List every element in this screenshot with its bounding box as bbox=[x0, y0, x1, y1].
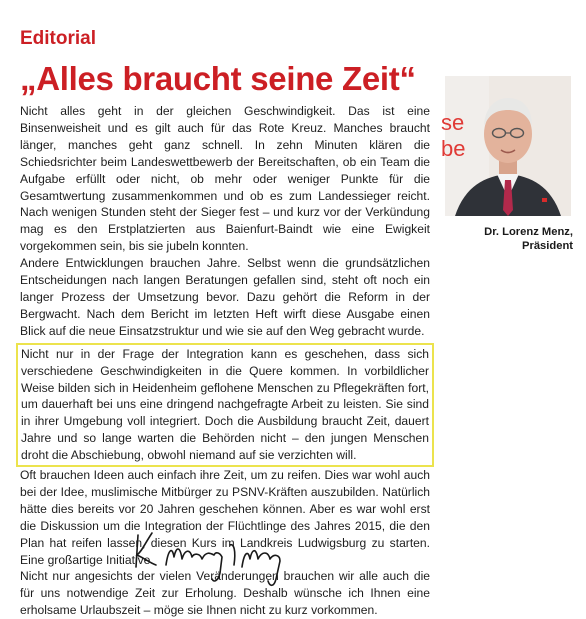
paragraph-5: Nicht nur angesichts der vielen Veränderungen brauchen wir alle auch die für uns notwendige Zeit zur Erholung. Deshalb wünsche ich Ihnen eine erholsame Urlaubszeit – möge sie Ihnen nicht zu kurz vorkommen. bbox=[20, 569, 430, 618]
author-role: Präsident bbox=[522, 240, 573, 252]
author-photo bbox=[441, 76, 571, 216]
svg-text:se: se bbox=[441, 110, 465, 135]
section-label: Editorial bbox=[20, 28, 97, 49]
author-name: Dr. Lorenz Menz, bbox=[484, 226, 573, 238]
headline: „Alles braucht seine Zeit“ bbox=[20, 60, 416, 97]
paragraph-2: Andere Entwicklungen brauchen Jahre. Selbst wenn die grundsätzlichen Entscheidungen nach langen Beratungen gefallen sind, steht oft noch ein langer Prozess der Umsetzung bevor. Dazu gehört die Reform in der Bergwacht. Nach dem Bericht im letzten Heft wirft diese Ausgabe einen Blick auf die neue Einsatzstruktur und wie sie auf den Weg gebracht wurde. bbox=[20, 256, 430, 338]
photo-caption bbox=[445, 225, 573, 253]
highlight-box bbox=[16, 343, 434, 467]
svg-text:be: be bbox=[441, 136, 466, 161]
paragraph-3: Nicht nur in der Frage der Integration kann es geschehen, dass sich verschiedene Geschwindigkeiten in die Quere kommen. In vorbildlicher Weise bilden sich in Heidenheim geflohene Menschen zu Pflegekräften fort, um dauerhaft bei uns eine dringend nachgefragte Arbeit zu leisten. Sie sind in ihrer Umgebung voll integriert. Doch die Ausbildung braucht Zeit, dauert Jahre und so lange warten die Behörden nicht – den jungen Menschen droht die Abschiebung, obwohl niemand auf sie verzichten will. bbox=[21, 346, 429, 463]
paragraph-1: Nicht alles geht in der gleichen Geschwindigkeit. Das ist eine Binsenweisheit und es gilt auch für das Rote Kreuz. Manches braucht länger, manches geht ganz schnell. In zehn Minuten klären die Schiedsrichter beim Landeswettbewerb der Bereitschaften, ob ein Team die Aufgabe erfüllt oder nicht, ob mehr oder weniger Punkte für die Gesamtwertung zusammenkommen und ob es zum Landessieger reicht. Nach wenigen Stunden steht der Sieger fest – und kurz vor der Verkündung mag es den Erstplatzierten aus Baienfurt-Baindt wie eine Ewigkeit vorgekommen sein, bis sie jubeln konnten. bbox=[20, 104, 430, 254]
signature bbox=[130, 525, 300, 590]
paragraph-4: Oft brauchen Ideen auch einfach ihre Zeit, um zu reifen. Dies war wohl auch bei der Idee, muslimische Mitbürger zu PSNV-Kräften auszubilden. Natürlich hätte dies bereits vor 20 Jahren geschehen können. Aber es war wohl erst die Diskussion um die Integration der Flüchtlinge des Jahres 2015, die den Plan hat reifen lassen, diesen Kurs im Landkreis Ludwigsburg zu starten. Eine großartige Initiative. bbox=[20, 468, 430, 567]
